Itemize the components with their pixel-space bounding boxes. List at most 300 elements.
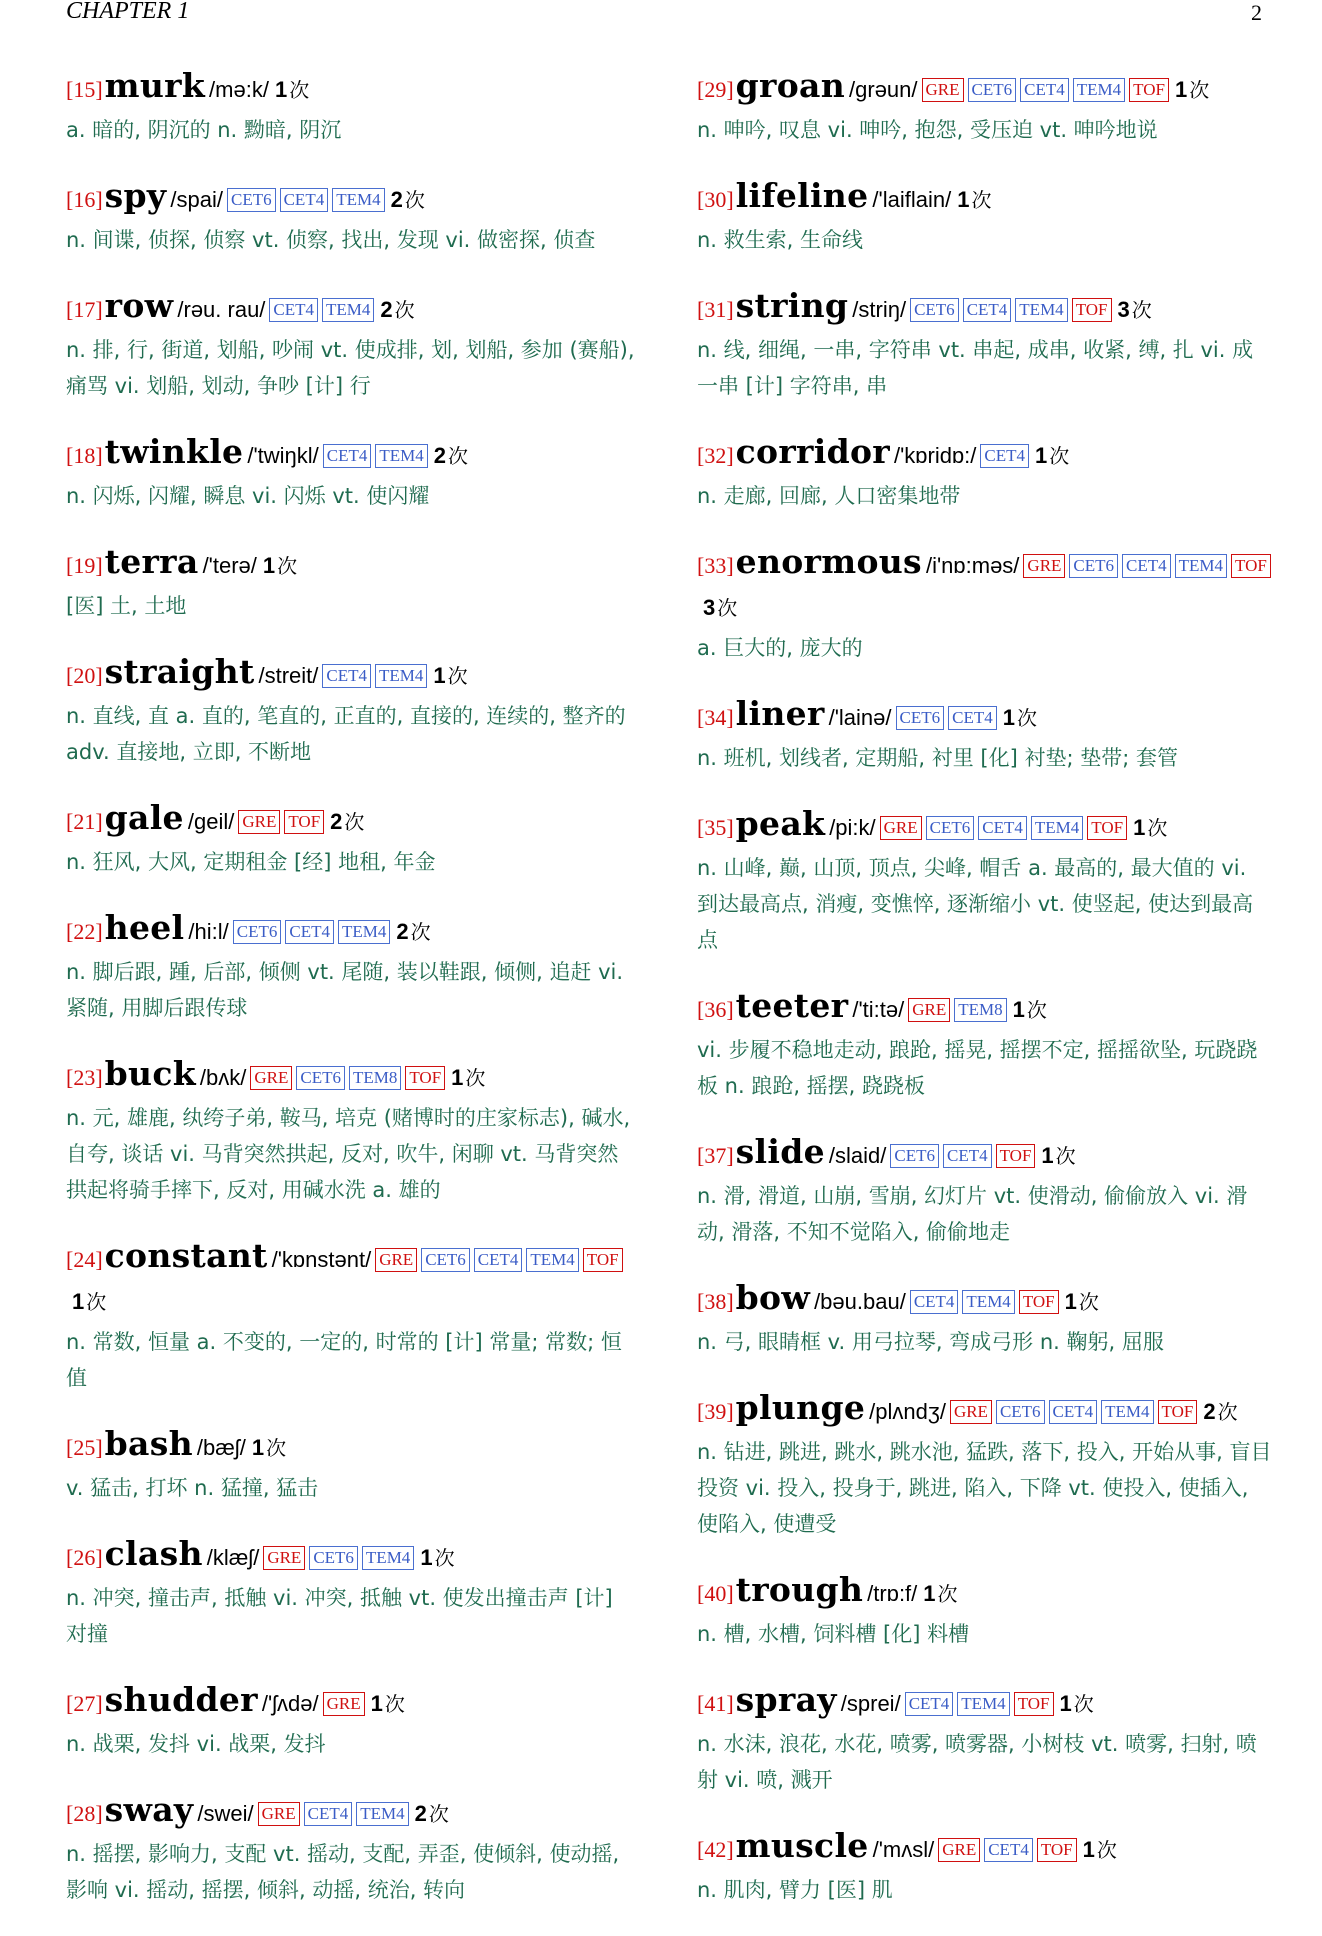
headword: slide xyxy=(735,1132,825,1171)
entry-number: [37] xyxy=(697,1143,734,1168)
count-suffix: 次 xyxy=(434,1546,455,1570)
definition: n. 弓, 眼睛框 v. 用弓拉琴, 弯成弓形 n. 鞠躬, 屈服 xyxy=(697,1330,1164,1354)
entry-number: [16] xyxy=(66,187,103,212)
count-suffix: 次 xyxy=(971,188,992,212)
exam-tag: TOF xyxy=(1014,1692,1054,1716)
exam-tag: GRE xyxy=(1023,554,1065,578)
word-entry xyxy=(697,694,1272,776)
definition: n. 闪烁, 闪耀, 瞬息 vi. 闪烁 vt. 使闪耀 xyxy=(66,484,430,508)
occurrence-count: 1 xyxy=(451,1065,464,1090)
phonetic: /bʌk/ xyxy=(199,1065,247,1090)
exam-tag: TEM4 xyxy=(1015,298,1067,322)
definition: n. 肌肉, 臂力 [医] 肌 xyxy=(697,1878,893,1902)
phonetic: /sprei/ xyxy=(840,1691,901,1716)
count-suffix: 次 xyxy=(1096,1838,1117,1862)
phonetic: /'twiŋkl/ xyxy=(247,443,319,468)
definition: n. 滑, 滑道, 山崩, 雪崩, 幻灯片 vt. 使滑动, 偷偷放入 vi. 滑动, 滑落, 不知不觉陷入, 偷偷地走 xyxy=(697,1184,1248,1244)
exam-tag: TEM4 xyxy=(1175,554,1227,578)
headword: heel xyxy=(104,908,185,947)
exam-tag: TEM4 xyxy=(332,188,384,212)
word-entry xyxy=(66,908,636,1026)
phonetic: /'kɒnstənt/ xyxy=(271,1247,372,1272)
entry-number: [18] xyxy=(66,443,103,468)
headword: murk xyxy=(104,66,206,105)
occurrence-count: 2 xyxy=(396,919,409,944)
definition: a. 巨大的, 庞大的 xyxy=(697,636,863,660)
count-suffix: 次 xyxy=(937,1582,958,1606)
exam-tag: CET4 xyxy=(1049,1400,1098,1424)
headword: straight xyxy=(104,652,255,691)
entry-number: [38] xyxy=(697,1289,734,1314)
count-suffix: 次 xyxy=(266,1436,287,1460)
count-suffix: 次 xyxy=(465,1066,486,1090)
definition: n. 常数, 恒量 a. 不变的, 一定的, 时常的 [计] 常量; 常数; 恒值 xyxy=(66,1330,622,1390)
headword: plunge xyxy=(735,1388,866,1427)
exam-tag: TEM4 xyxy=(362,1546,414,1570)
phonetic: /i'nɒ:məs/ xyxy=(925,553,1020,578)
exam-tag: TEM4 xyxy=(375,664,427,688)
headword: clash xyxy=(104,1534,203,1573)
entry-number: [31] xyxy=(697,297,734,322)
headword: buck xyxy=(104,1054,196,1093)
exam-tag: CET4 xyxy=(280,188,329,212)
exam-tag: TOF xyxy=(1087,816,1127,840)
phonetic: /'laiflain/ xyxy=(872,187,952,212)
exam-tag: TEM8 xyxy=(954,998,1006,1022)
word-entry xyxy=(697,542,1272,666)
word-entry xyxy=(66,542,636,624)
entry-headline xyxy=(66,1534,636,1580)
exam-tag: CET6 xyxy=(910,298,959,322)
exam-tag: TEM4 xyxy=(1101,1400,1153,1424)
exam-tag: TOF xyxy=(1037,1838,1077,1862)
definition: n. 班机, 划线者, 定期船, 衬里 [化] 衬垫; 垫带; 套管 xyxy=(697,746,1178,770)
word-entry xyxy=(697,1278,1272,1360)
exam-tag: TEM4 xyxy=(962,1290,1014,1314)
exam-tag: CET6 xyxy=(421,1248,470,1272)
exam-tag: CET6 xyxy=(926,816,975,840)
exam-tag: GRE xyxy=(250,1066,292,1090)
occurrence-count: 1 xyxy=(1064,1289,1077,1314)
definition: n. 山峰, 巅, 山顶, 顶点, 尖峰, 帽舌 a. 最高的, 最大值的 vi. 到达最高点, 消瘦, 变憔悴, 逐渐缩小 vt. 使竖起, 使达到最高点 xyxy=(697,856,1254,952)
exam-tag: CET6 xyxy=(296,1066,345,1090)
headword: liner xyxy=(735,694,825,733)
exam-tag: GRE xyxy=(908,998,950,1022)
exam-tag: CET4 xyxy=(269,298,318,322)
phonetic: /rəu. rau/ xyxy=(177,297,266,322)
exam-tag: GRE xyxy=(880,816,922,840)
occurrence-count: 1 xyxy=(251,1435,265,1460)
entry-headline xyxy=(66,542,636,588)
exam-tag: TOF xyxy=(1129,78,1169,102)
phonetic: /trɒ:f/ xyxy=(867,1581,918,1606)
headword: string xyxy=(735,286,849,325)
phonetic: /bæʃ/ xyxy=(196,1435,246,1460)
definition: n. 元, 雄鹿, 纨绔子弟, 鞍马, 培克 (赌博时的庄家标志), 碱水, 自夸, 谈话 vi. 马背突然拱起, 反对, 吹牛, 闲聊 vt. 马背突然拱起将骑手摔下, 反对, 用碱水洗 a. 雄的 xyxy=(66,1106,631,1202)
phonetic: /striŋ/ xyxy=(852,297,907,322)
definition: n. 钻进, 跳进, 跳水, 跳水池, 猛跌, 落下, 投入, 开始从事, 盲目投资 vi. 投入, 投身于, 跳进, 陷入, 下降 vt. 使投入, 使插入, 使陷入, 使遭受 xyxy=(697,1440,1272,1536)
occurrence-count: 1 xyxy=(262,553,276,578)
headword: spy xyxy=(104,176,167,215)
occurrence-count: 2 xyxy=(380,297,393,322)
occurrence-count: 1 xyxy=(1082,1837,1095,1862)
exam-tag: CET4 xyxy=(323,444,372,468)
exam-tag: GRE xyxy=(238,810,280,834)
entry-number: [25] xyxy=(66,1435,103,1460)
headword: constant xyxy=(104,1236,268,1275)
count-suffix: 次 xyxy=(1078,1290,1099,1314)
count-suffix: 次 xyxy=(1217,1400,1238,1424)
entry-headline xyxy=(66,1680,636,1726)
entry-number: [42] xyxy=(697,1837,734,1862)
word-entry xyxy=(66,1236,636,1396)
entry-headline xyxy=(66,1054,636,1100)
entry-headline xyxy=(697,286,1272,332)
exam-tag: CET4 xyxy=(910,1290,959,1314)
entry-headline xyxy=(697,432,1272,478)
entry-headline xyxy=(66,1790,636,1836)
entry-headline xyxy=(697,804,1272,850)
count-suffix: 次 xyxy=(447,664,468,688)
headword: muscle xyxy=(735,1826,869,1865)
exam-tag: TOF xyxy=(284,810,324,834)
occurrence-count: 1 xyxy=(1002,705,1015,730)
count-suffix: 次 xyxy=(1055,1144,1076,1168)
definition: n. 战栗, 发抖 vi. 战栗, 发抖 xyxy=(66,1732,326,1756)
definition: n. 间谍, 侦探, 侦察 vt. 侦察, 找出, 发现 vi. 做密探, 侦查 xyxy=(66,228,596,252)
exam-tag: CET6 xyxy=(996,1400,1045,1424)
entry-headline xyxy=(697,1388,1272,1434)
headword: gale xyxy=(104,798,184,837)
word-entry xyxy=(66,66,636,148)
exam-tag: CET6 xyxy=(968,78,1017,102)
exam-tag: GRE xyxy=(938,1838,980,1862)
word-entry xyxy=(697,986,1272,1104)
phonetic: /bəu.bau/ xyxy=(814,1289,906,1314)
definition: n. 脚后跟, 踵, 后部, 倾侧 vt. 尾随, 装以鞋跟, 倾侧, 追赶 vi. 紧随, 用脚后跟传球 xyxy=(66,960,624,1020)
exam-tag: TEM4 xyxy=(338,920,390,944)
definition: [医] 土, 土地 xyxy=(66,594,187,618)
exam-tag: TOF xyxy=(1072,298,1112,322)
count-suffix: 次 xyxy=(1189,78,1210,102)
headword: corridor xyxy=(735,432,890,471)
occurrence-count: 1 xyxy=(1059,1691,1072,1716)
exam-tag: TEM8 xyxy=(349,1066,401,1090)
count-suffix: 次 xyxy=(86,1290,107,1314)
entry-headline xyxy=(697,1826,1272,1872)
entry-headline xyxy=(66,1236,636,1324)
headword: lifeline xyxy=(735,176,869,215)
count-suffix: 次 xyxy=(448,444,469,468)
headword: groan xyxy=(735,66,846,105)
entry-headline xyxy=(697,694,1272,740)
occurrence-count: 1 xyxy=(1041,1143,1054,1168)
occurrence-count: 1 xyxy=(420,1545,433,1570)
definition: vi. 步履不稳地走动, 踉跄, 摇晃, 摇摆不定, 摇摇欲坠, 玩跷跷板 n. 踉跄, 摇摆, 跷跷板 xyxy=(697,1038,1258,1098)
headword: enormous xyxy=(735,542,922,581)
exam-tag: TEM4 xyxy=(526,1248,578,1272)
count-suffix: 次 xyxy=(394,298,415,322)
definition: n. 线, 细绳, 一串, 字符串 vt. 串起, 成串, 收紧, 缚, 扎 vi. 成一串 [计] 字符串, 串 xyxy=(697,338,1254,398)
exam-tag: GRE xyxy=(375,1248,417,1272)
entry-headline xyxy=(66,286,636,332)
phonetic: /slaid/ xyxy=(828,1143,887,1168)
exam-tag: TOF xyxy=(996,1144,1036,1168)
entry-headline xyxy=(697,986,1272,1032)
entry-number: [35] xyxy=(697,815,734,840)
word-entry xyxy=(697,1388,1272,1542)
word-entry xyxy=(697,176,1272,258)
headword: spray xyxy=(735,1680,837,1719)
count-suffix: 次 xyxy=(404,188,425,212)
occurrence-count: 2 xyxy=(414,1801,427,1826)
entry-number: [15] xyxy=(66,77,103,102)
exam-tag: CET6 xyxy=(227,188,276,212)
exam-tag: TEM4 xyxy=(1073,78,1125,102)
entry-headline xyxy=(66,176,636,222)
entry-number: [19] xyxy=(66,553,103,578)
exam-tag: GRE xyxy=(323,1692,365,1716)
phonetic: /pi:k/ xyxy=(829,815,876,840)
phonetic: /geil/ xyxy=(187,809,235,834)
exam-tag: CET6 xyxy=(1069,554,1118,578)
headword: peak xyxy=(735,804,826,843)
occurrence-count: 1 xyxy=(433,663,446,688)
occurrence-count: 1 xyxy=(72,1289,85,1314)
definition: n. 水沫, 浪花, 水花, 喷雾, 喷雾器, 小树枝 vt. 喷雾, 扫射, 喷射 vi. 喷, 溅开 xyxy=(697,1732,1257,1792)
phonetic: /grəun/ xyxy=(849,77,918,102)
headword: trough xyxy=(735,1570,864,1609)
word-entry xyxy=(66,432,636,514)
entry-headline xyxy=(66,66,636,112)
exam-tag: CET6 xyxy=(890,1144,939,1168)
word-entry xyxy=(697,1570,1272,1652)
entry-headline xyxy=(66,908,636,954)
entry-headline xyxy=(697,66,1272,112)
entry-number: [39] xyxy=(697,1399,734,1424)
word-entry xyxy=(66,176,636,258)
exam-tag: TEM4 xyxy=(1031,816,1083,840)
headword: terra xyxy=(104,542,199,581)
headword: teeter xyxy=(735,986,849,1025)
exam-tag: CET4 xyxy=(948,706,997,730)
entry-headline xyxy=(697,1570,1272,1616)
occurrence-count: 1 xyxy=(1174,77,1188,102)
definition: n. 狂风, 大风, 定期租金 [经] 地租, 年金 xyxy=(66,850,436,874)
page-header xyxy=(66,0,1262,30)
definition: n. 呻吟, 叹息 vi. 呻吟, 抱怨, 受压迫 vt. 呻吟地说 xyxy=(697,118,1158,142)
exam-tag: CET6 xyxy=(309,1546,358,1570)
exam-tag: GRE xyxy=(922,78,964,102)
phonetic: /streit/ xyxy=(258,663,319,688)
exam-tag: TEM4 xyxy=(356,1802,408,1826)
exam-tag: CET4 xyxy=(943,1144,992,1168)
phonetic: /spai/ xyxy=(170,187,223,212)
occurrence-count: 1 xyxy=(957,187,970,212)
word-entry xyxy=(66,1680,636,1762)
occurrence-count: 1 xyxy=(1012,997,1025,1022)
exam-tag: GRE xyxy=(258,1802,300,1826)
exam-tag: CET4 xyxy=(474,1248,523,1272)
count-suffix: 次 xyxy=(384,1692,405,1716)
phonetic: /plʌndʒ/ xyxy=(869,1399,946,1424)
word-entry xyxy=(697,1826,1272,1908)
headword: bash xyxy=(104,1424,193,1463)
word-entry xyxy=(66,1054,636,1208)
phonetic: /'ʃʌdə/ xyxy=(261,1691,319,1716)
word-entry xyxy=(66,1790,636,1908)
headword: sway xyxy=(104,1790,194,1829)
definition: n. 摇摆, 影响力, 支配 vt. 摇动, 支配, 弄歪, 使倾斜, 使动摇, 影响 vi. 摇动, 摇摆, 倾斜, 动摇, 统治, 转向 xyxy=(66,1842,620,1902)
entry-number: [26] xyxy=(66,1545,103,1570)
occurrence-count: 1 xyxy=(923,1581,936,1606)
exam-tag: CET4 xyxy=(285,920,334,944)
word-entry xyxy=(66,286,636,404)
entry-number: [30] xyxy=(697,187,734,212)
entry-headline xyxy=(697,542,1272,630)
count-suffix: 次 xyxy=(1049,444,1070,468)
entry-headline xyxy=(697,1278,1272,1324)
exam-tag: TEM4 xyxy=(957,1692,1009,1716)
word-entry xyxy=(697,804,1272,958)
entry-number: [41] xyxy=(697,1691,734,1716)
definition: v. 猛击, 打坏 n. 猛撞, 猛击 xyxy=(66,1476,319,1500)
entry-number: [28] xyxy=(66,1801,103,1826)
entry-number: [33] xyxy=(697,553,734,578)
exam-tag: TOF xyxy=(1019,1290,1059,1314)
count-suffix: 次 xyxy=(1073,1692,1094,1716)
entry-number: [21] xyxy=(66,809,103,834)
occurrence-count: 1 xyxy=(274,77,288,102)
definition: n. 救生索, 生命线 xyxy=(697,228,864,252)
definition: a. 暗的, 阴沉的 n. 黝暗, 阴沉 xyxy=(66,118,342,142)
occurrence-count: 2 xyxy=(390,187,403,212)
exam-tag: TEM4 xyxy=(375,444,427,468)
count-suffix: 次 xyxy=(410,920,431,944)
word-entry xyxy=(697,432,1272,514)
entry-number: [22] xyxy=(66,919,103,944)
entry-headline xyxy=(66,432,636,478)
chapter-title: CHAPTER 1 xyxy=(66,0,190,24)
entry-headline xyxy=(697,1680,1272,1726)
exam-tag: CET4 xyxy=(322,664,371,688)
phonetic: /'terə/ xyxy=(202,553,257,578)
exam-tag: CET4 xyxy=(978,816,1027,840)
entry-number: [36] xyxy=(697,997,734,1022)
word-entry xyxy=(66,798,636,880)
exam-tag: GRE xyxy=(263,1546,305,1570)
exam-tag: CET6 xyxy=(233,920,282,944)
definition: n. 排, 行, 街道, 划船, 吵闹 vt. 使成排, 划, 划船, 参加 (赛船), 痛骂 vi. 划船, 划动, 争吵 [计] 行 xyxy=(66,338,635,398)
entry-headline xyxy=(697,1132,1272,1178)
word-entry xyxy=(697,1132,1272,1250)
entry-headline xyxy=(697,176,1272,222)
exam-tag: CET6 xyxy=(896,706,945,730)
word-entry xyxy=(66,1424,636,1506)
headword: twinkle xyxy=(104,432,244,471)
count-suffix: 次 xyxy=(1131,298,1152,322)
entry-headline xyxy=(66,798,636,844)
headword: shudder xyxy=(104,1680,258,1719)
count-suffix: 次 xyxy=(344,810,365,834)
occurrence-count: 1 xyxy=(1035,443,1048,468)
count-suffix: 次 xyxy=(717,596,738,620)
exam-tag: CET4 xyxy=(905,1692,954,1716)
exam-tag: CET4 xyxy=(1122,554,1171,578)
phonetic: /klæʃ/ xyxy=(206,1545,260,1570)
exam-tag: CET4 xyxy=(963,298,1012,322)
count-suffix: 次 xyxy=(1016,706,1037,730)
occurrence-count: 2 xyxy=(1203,1399,1216,1424)
definition: n. 冲突, 撞击声, 抵触 vi. 冲突, 抵触 vt. 使发出撞击声 [计] 对撞 xyxy=(66,1586,613,1646)
count-suffix: 次 xyxy=(277,554,298,578)
entry-number: [23] xyxy=(66,1065,103,1090)
word-entry xyxy=(697,1680,1272,1798)
word-entry xyxy=(697,286,1272,404)
occurrence-count: 2 xyxy=(330,809,343,834)
word-entry xyxy=(66,652,636,770)
exam-tag: CET4 xyxy=(984,1838,1033,1862)
right-column xyxy=(697,66,1272,1936)
entry-number: [17] xyxy=(66,297,103,322)
headword: row xyxy=(104,286,174,325)
exam-tag: GRE xyxy=(950,1400,992,1424)
entry-number: [24] xyxy=(66,1247,103,1272)
phonetic: /mə:k/ xyxy=(209,77,269,102)
phonetic: /'mʌsl/ xyxy=(872,1837,935,1862)
occurrence-count: 2 xyxy=(433,443,447,468)
phonetic: /'ti:tə/ xyxy=(852,997,905,1022)
exam-tag: TOF xyxy=(1158,1400,1198,1424)
occurrence-count: 1 xyxy=(370,1691,383,1716)
count-suffix: 次 xyxy=(1147,816,1168,840)
entry-number: [29] xyxy=(697,77,734,102)
definition: n. 直线, 直 a. 直的, 笔直的, 正直的, 直接的, 连续的, 整齐的 adv. 直接地, 立即, 不断地 xyxy=(66,704,626,764)
page-number: 2 xyxy=(1251,0,1262,25)
exam-tag: TEM4 xyxy=(322,298,374,322)
phonetic: /swei/ xyxy=(197,1801,254,1826)
entry-number: [40] xyxy=(697,1581,734,1606)
count-suffix: 次 xyxy=(1026,998,1047,1022)
occurrence-count: 3 xyxy=(703,595,716,620)
occurrence-count: 1 xyxy=(1133,815,1146,840)
exam-tag: TOF xyxy=(583,1248,623,1272)
occurrence-count: 3 xyxy=(1117,297,1130,322)
entry-headline xyxy=(66,652,636,698)
word-entry xyxy=(66,1534,636,1652)
exam-tag: CET4 xyxy=(980,444,1029,468)
exam-tag: TOF xyxy=(1231,554,1271,578)
entry-number: [27] xyxy=(66,1691,103,1716)
count-suffix: 次 xyxy=(428,1802,449,1826)
phonetic: /hi:l/ xyxy=(188,919,229,944)
exam-tag: CET4 xyxy=(304,1802,353,1826)
entry-number: [20] xyxy=(66,663,103,688)
entry-number: [32] xyxy=(697,443,734,468)
definition: n. 槽, 水槽, 饲料槽 [化] 料槽 xyxy=(697,1622,970,1646)
definition: n. 走廊, 回廊, 人口密集地带 xyxy=(697,484,961,508)
headword: bow xyxy=(735,1278,811,1317)
count-suffix: 次 xyxy=(289,78,310,102)
entry-number: [34] xyxy=(697,705,734,730)
exam-tag: CET4 xyxy=(1020,78,1069,102)
phonetic: /'kɒridɒ:/ xyxy=(893,443,977,468)
exam-tag: TOF xyxy=(405,1066,445,1090)
entry-headline xyxy=(66,1424,636,1470)
word-entry xyxy=(697,66,1272,148)
left-column xyxy=(66,66,636,1936)
phonetic: /'lainə/ xyxy=(828,705,892,730)
